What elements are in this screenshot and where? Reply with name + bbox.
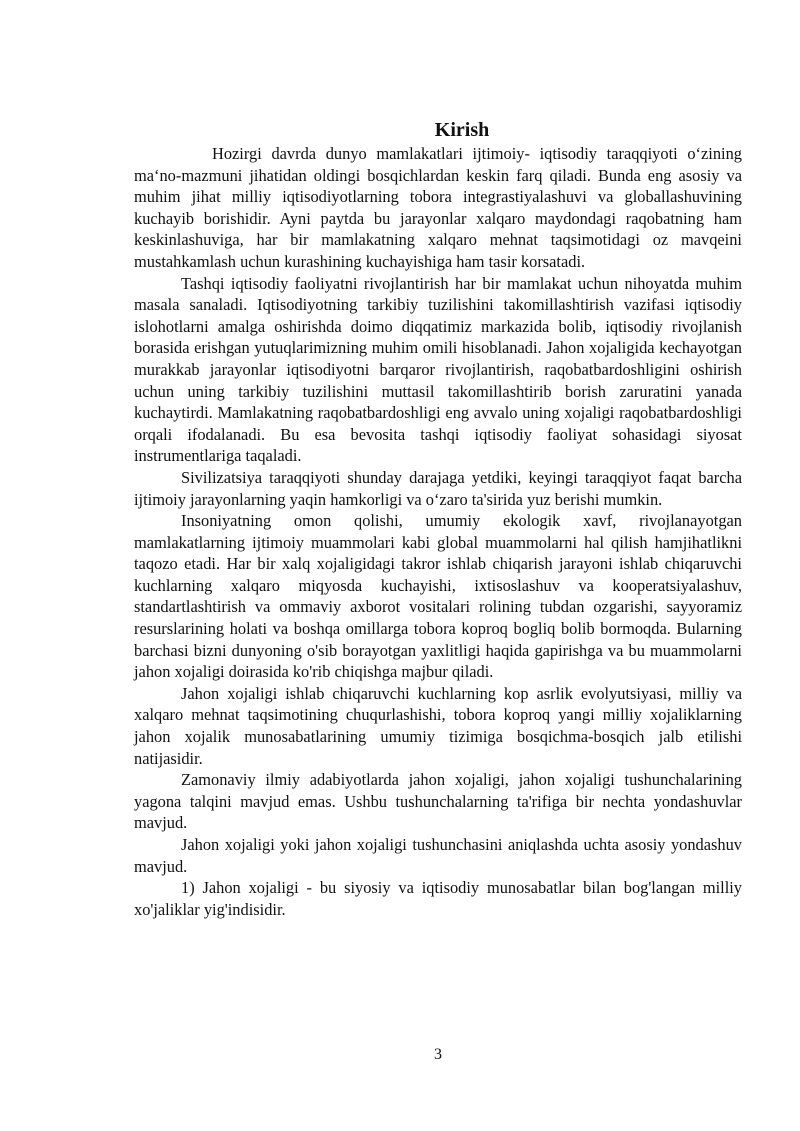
paragraph-definitions: Zamonaviy ilmiy adabiyotlarda jahon xojaligi, jahon xojaligi tushunchalarining yagona talqini mavjud emas. Ushbu tushunchalarning ta'rifiga bir nechta yondashuvlar mavjud.: [134, 770, 742, 833]
paragraph-world-economy-evolution: Jahon xojaligi ishlab chiqaruvchi kuchlarning kop asrlik evolyutsiyasi, milliy va xalqaro mehnat taqsimotining chuqurlashishi, tobora koproq yangi milliy xojaliklarning jahon xojalik munosabatlarining umumiy tizimiga bosqichma-bosqich jalb etilishi natijasidir.: [134, 683, 742, 768]
page-number: 3: [434, 1046, 442, 1063]
paragraph-global-problems: Insoniyatning omon qolishi, umumiy ekologik xavf, rivojlanayotgan mamlakatlarning ijtimoiy muammolari kabi global muammolarni hal qilish hamjihatlikni taqozo etadi. Har bir xalq xojaligidagi takror ishlab chiqarish jarayoni ishlab chiqaruvchi kuchlarning xalqaro miqyosda kuchayishi, ixtisoslashuv va kooperatsiyalashuv, standartlashtirish va ommaviy axborot vositalari rolining tubdan ozgarishi, sayyoramiz resurslarining holati va boshqa omillarga tobora koproq bogliq bolib bormoqda. Bularning barchasi bizni dunyoning o'sib borayotgan yaxlitligi haqida gapirishga va bu muammolarni jahon xojaligi doirasida ko'rib chiqishga majbur qiladi.: [134, 511, 742, 682]
paragraph-approach-one: 1) Jahon xojaligi - bu siyosiy va iqtisodiy munosabatlar bilan bog'langan milliy xo'jaliklar yig'indisidir.: [134, 878, 742, 919]
page-title: Kirish: [434, 119, 490, 141]
paragraph-approaches: Jahon xojaligi yoki jahon xojaligi tushunchasini aniqlashda uchta asosiy yondashuv mavjud.: [134, 835, 742, 876]
paragraph-foreign-economic-activity: Tashqi iqtisodiy faoliyatni rivojlantirish har bir mamlakat uchun nihoyatda muhim masala sanaladi. Iqtisodiyotning tarkibiy tuzilishini takomillashtirish vazifasi iqtisodiy islohotlarni amalga oshirishda doimo diqqatimiz markazida bolib, iqtisodiy rivojlanish borasida erishgan yutuqlarimizning muhim omili hisoblanadi. Jahon xojaligida kechayotgan murakkab jarayonlar iqtisodiyotni barqaror rivojlantirish, raqobatbardoshligini oshirish uchun uning tarkibiy tuzilishini muttasil takomillashtirib borish zaruratini yanada kuchaytirdi. Mamlakatning raqobatbardoshligi eng avvalo uning xojaligi raqobatbardoshligi orqali ifodalanadi. Bu esa bevosita tashqi iqtisodiy faoliyat sohasidagi siyosat instrumentlariga taqaladi.: [134, 273, 742, 466]
paragraph-civilization: Sivilizatsiya taraqqiyoti shunday darajaga yetdiki, keyingi taraqqiyot faqat barcha ijtimoiy jarayonlarning yaqin hamkorligi va o‘zaro ta'sirida yuz berishi mumkin.: [134, 467, 742, 509]
paragraph-intro: Hozirgi davrda dunyo mamlakatlari ijtimoiy- iqtisodiy taraqqiyoti o‘zining ma‘no-mazmuni jihatidan oldingi bosqichlardan keskin farq qiladi. Bunda eng asosiy va muhim jihat milliy iqtisodiyotlarning tobora integrastiyalashuvi va globallashuvining kuchayib borishidir. Ayni paytda bu jarayonlar xalqaro maydondagi raqobatning ham keskinlashuviga, har bir mamlakatning xalqaro mehnat taqsimotidagi oz mavqeini mustahkamlash uchun kurashining kuchayishiga ham tasir korsatadi.: [134, 144, 742, 271]
document-body: [134, 143, 742, 920]
